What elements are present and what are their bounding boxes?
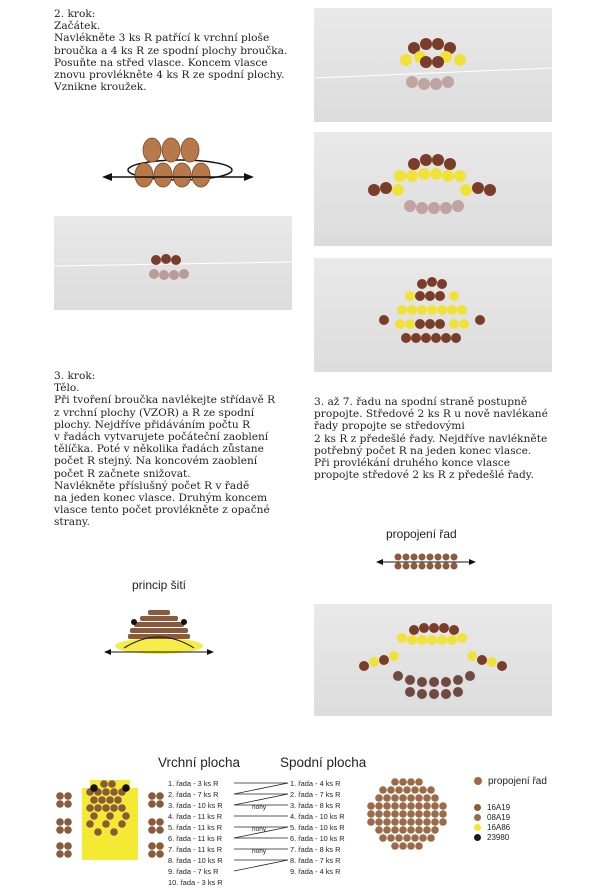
legend-code: 16A86 (487, 822, 511, 832)
top-row: 1. řada - 3 ks R (168, 779, 219, 788)
step3-line: tělíčka. Poté v několika řadách zůstane (54, 443, 264, 456)
legend (474, 774, 547, 842)
bottom-plane-pattern (354, 776, 460, 868)
legend-propojeni-label: propojení řad (488, 775, 547, 787)
propojeni-label: propojení řad (386, 527, 457, 541)
bead-lightbrown-icon (474, 814, 481, 821)
bottom-row: 3. řada - 8 ks R (290, 801, 341, 810)
step2-heading: 2. krok: (54, 8, 96, 20)
top-row: 10. řada - 3 ks R (168, 878, 223, 887)
top-row: 5. řada - 11 ks R (168, 823, 223, 832)
bottom-row: 2. řada - 7 ks R (290, 790, 341, 799)
step3-line: Při tvoření broučka navlékejte střídavě R (54, 394, 276, 407)
top-row: 9. řada - 7 ks R (168, 867, 219, 876)
princip-diagram (104, 596, 214, 662)
photo-finished (314, 604, 552, 716)
bottom-row: 5. řada - 10 ks R (290, 823, 345, 832)
top-row: 6. řada - 11 ks R (168, 834, 223, 843)
step3-heading: 3. krok: (54, 370, 96, 382)
bottom-plane-title: Spodní plocha (280, 755, 367, 770)
legend-propojeni (474, 774, 547, 788)
step2-line: Posuňte na střed vlasce. Koncem vlasce (54, 56, 268, 69)
bottom-rows-list (290, 778, 345, 877)
top-row: 8. řada - 10 ks R (168, 856, 223, 865)
nohy-labels (252, 797, 266, 863)
bead-icon (474, 777, 482, 785)
top-plane-title: Vrchní plocha (158, 755, 241, 770)
bottom-row: 7. řada - 8 ks R (290, 845, 341, 854)
step3-line: na jeden konec vlasce. Druhým koncem (54, 492, 268, 505)
legend-item (474, 822, 547, 832)
legend-code: 08A19 (487, 812, 511, 822)
top-row: 7. řada - 11 ks R (168, 845, 223, 854)
step3b-line: Při provlékání druhého konce vlasce (314, 457, 510, 470)
photo-head (314, 8, 552, 122)
step3b-line: 3. až 7. řadu na spodní straně postupně (314, 396, 528, 408)
nohy-label: nohy (252, 826, 267, 833)
step3-title: Tělo. (54, 382, 80, 395)
princip-label: princip šití (132, 578, 187, 592)
step3-line: Navlékněte příslušný počet R v řadě (54, 479, 250, 492)
step2-line: Navlékněte 3 ks R patřící k vrchní ploše (54, 32, 270, 45)
step3-line: vlasce tento počet provlékněte z opačné (54, 504, 270, 517)
legend-item (474, 802, 547, 812)
step3-line: počet R začnete snižovat. (54, 467, 191, 480)
legend-item (474, 832, 547, 842)
step3b-line: 2 ks R z předešlé řady. Nejdříve navlékněte (314, 432, 548, 445)
bottom-row: 6. řada - 10 ks R (290, 834, 345, 843)
step2-line: Vznikne kroužek. (54, 81, 147, 94)
bead-black-icon (474, 834, 481, 841)
step3b-line: potřebný počet R na jeden konec vlasce. (314, 444, 532, 457)
photo-body-1 (314, 132, 552, 246)
nohy-label: nohy (252, 848, 267, 855)
legend-item (474, 812, 547, 822)
step3-text (54, 370, 275, 529)
step3-line: počet R stejný. Na koncovém zaoblení (54, 455, 258, 468)
step3b-line: řady propojte se středovými (314, 420, 465, 433)
step3-line: plochy. Nejdříve přidáváním počtu R (54, 418, 251, 431)
top-row: 3. řada - 10 ks R (168, 801, 223, 810)
photo-body-2 (314, 258, 552, 372)
photo-ring (54, 216, 292, 310)
top-row: 2. řada - 7 ks R (168, 790, 219, 799)
top-row: 4. řada - 11 ks R (168, 812, 223, 821)
step3-line: strany. (54, 516, 90, 529)
step2-title: Začátek. (54, 20, 101, 33)
step3b-text (314, 396, 548, 481)
step2-line: znovu provlékněte 4 ks R ze spodní plochy. (54, 69, 285, 82)
legend-code: 23980 (487, 832, 510, 842)
ring-diagram (100, 130, 260, 200)
bottom-row: 4. řada - 10 ks R (290, 812, 345, 821)
top-plane-pattern (54, 776, 164, 868)
bead-yellow-icon (474, 824, 481, 831)
step3-line: z vrchní plochy (VZOR) a R ze spodní (54, 406, 255, 419)
bottom-row: 1. řada - 4 ks R (290, 779, 341, 788)
legend-code: 16A19 (487, 802, 511, 812)
nohy-label: nohy (252, 804, 267, 811)
step2-text (54, 8, 287, 93)
step3b-line: propojte. Středové 2 ks R u nově navlékané (314, 408, 548, 421)
bottom-row: 9. řada - 4 ks R (290, 867, 341, 876)
bead-brown-icon (474, 804, 481, 811)
step2-line: broučka a 4 ks R ze spodní plochy broučka. (54, 44, 288, 57)
top-rows-list (168, 778, 223, 888)
step3b-line: propojte středové 2 ks R z předešlé řady. (314, 469, 534, 482)
bottom-row: 8. řada - 7 ks R (290, 856, 341, 865)
step3-line: v řadách vytvarujete počáteční zaoblení (54, 431, 269, 444)
propojeni-diagram (376, 550, 476, 576)
